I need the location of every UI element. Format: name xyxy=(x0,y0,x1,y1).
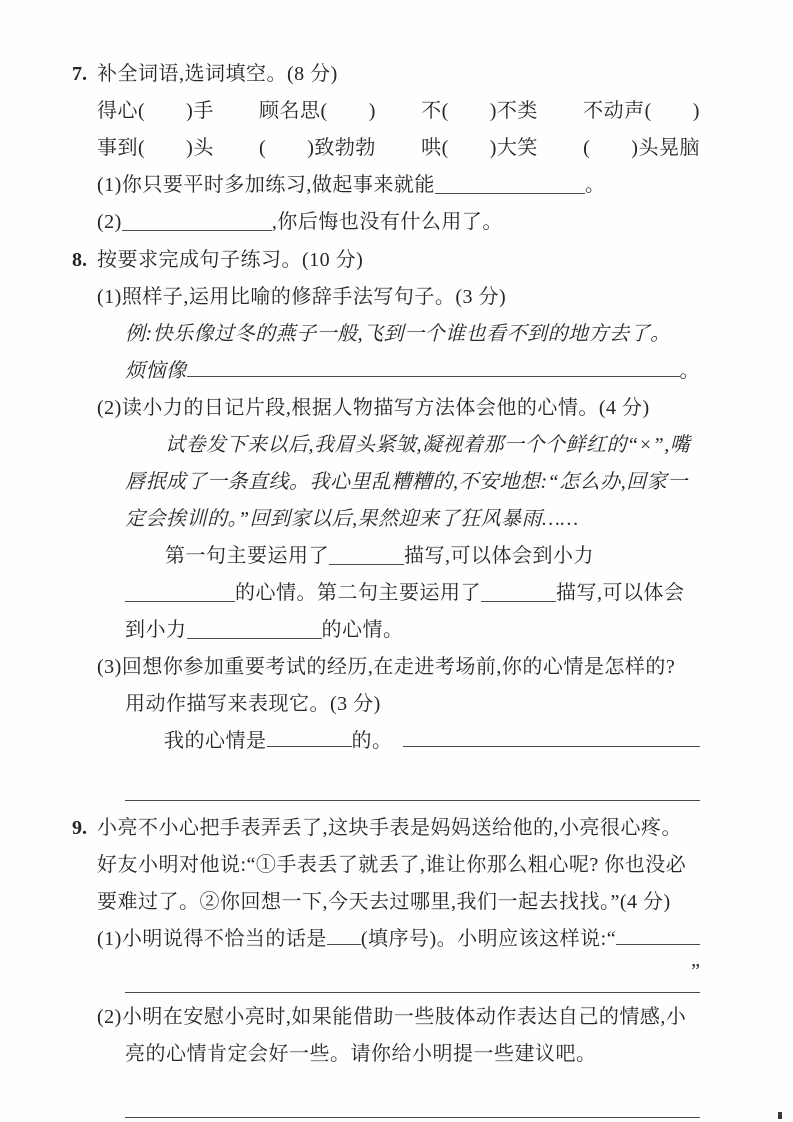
question-7-title: 补全词语,选词填空。(8 分) xyxy=(97,63,338,85)
q8-item-2-label: (2)读小力的日记片段,根据人物描写方法体会他的心情。(4 分) xyxy=(97,397,650,419)
answer-blank[interactable] xyxy=(616,922,700,945)
question-9-stem: 小亮不小心把手表弄丢了,这块手表是妈妈送给他的,小亮很心疼。好友小明对他说:“①手表丢了就丢了,谁让你那么粗心呢? 你也没必要难过了。②你回想一下,今天去过哪里,我们一起去找找。”(4 分) xyxy=(97,817,687,913)
question-9 xyxy=(72,810,700,1122)
q8-item-1-label: (1)照样子,运用比喻的修辞手法写句子。(3 分) xyxy=(97,286,507,308)
q7-item-2 xyxy=(97,204,700,241)
q9-item-1-text: (1)小明说得不恰当的话是 xyxy=(97,928,327,950)
q8-metaphor-line xyxy=(125,353,700,390)
q9-item-1 xyxy=(97,921,700,958)
q8-analysis-text: 的心情。 xyxy=(321,619,404,641)
answer-blank[interactable] xyxy=(329,542,404,565)
q8-answer-prefix: 我的心情是 xyxy=(164,730,267,752)
question-8 xyxy=(72,242,700,809)
answer-line[interactable] xyxy=(125,772,700,801)
question-8-body xyxy=(97,242,700,809)
closing-quote-mark: ” xyxy=(691,960,700,982)
q7-word-item: ( )头晃脑 xyxy=(583,137,700,159)
question-8-number: 8. xyxy=(72,249,87,271)
q8-diary-passage: 试卷发下来以后,我眉头紧皱,凝视着那一个个鲜红的“×”,嘴唇抿成了一条直线。我心里乱糟糟的,不安地想:“怎么办,回家一定会挨训的。”回到家以后,果然迎来了狂风暴雨…… xyxy=(125,434,691,530)
q8-analysis xyxy=(125,538,700,649)
question-9-body xyxy=(97,810,700,1122)
q8-analysis-text: 第一句主要运用了 xyxy=(165,545,329,567)
q7-word-row-1 xyxy=(97,93,700,130)
q7-item-1-period: 。 xyxy=(584,174,606,196)
answer-blank[interactable] xyxy=(125,579,235,602)
q9-item-2: (2)小明在安慰小亮时,如果能借助一些肢体动作表达自己的情感,小亮的心情肯定会好一些。请你给小明提一些建议吧。 xyxy=(97,1006,687,1065)
q8-metaphor-period: 。 xyxy=(679,360,700,382)
q7-item-2-label: (2) xyxy=(97,211,122,233)
answer-blank[interactable] xyxy=(267,724,352,747)
answer-line[interactable] xyxy=(125,1089,700,1118)
question-7-body xyxy=(97,56,700,241)
q7-word-item: 顾名思( ) xyxy=(259,100,376,122)
q7-item-2-text: ,你后悔也没有什么用了。 xyxy=(271,211,503,233)
q7-word-item: ( )致勃勃 xyxy=(259,137,376,159)
q8-example-sentence: 例:快乐像过冬的燕子一般,飞到一个谁也看不到的地方去了。 xyxy=(125,323,671,345)
q8-item-3-label: (3)回想你参加重要考试的经历,在走进考场前,你的心情是怎样的? 用动作描写来表现它。(3 分) xyxy=(97,656,676,715)
q7-word-item: 不动声( ) xyxy=(583,100,700,122)
answer-blank[interactable] xyxy=(435,171,585,194)
question-9-number: 9. xyxy=(72,817,87,839)
answer-blank[interactable] xyxy=(481,579,556,602)
q8-analysis-text: 描写,可以体会到小力 xyxy=(125,582,685,641)
scan-artifact xyxy=(778,1112,782,1119)
answer-blank[interactable] xyxy=(187,354,680,377)
q7-word-item: 得心( )手 xyxy=(97,100,214,122)
question-7 xyxy=(72,56,700,241)
answer-blank[interactable] xyxy=(403,724,701,747)
exam-content xyxy=(72,56,700,1122)
question-7-number: 7. xyxy=(72,63,87,85)
q8-analysis-text: 的心情。第二句主要运用了 xyxy=(235,582,481,604)
q7-word-row-2 xyxy=(97,130,700,167)
q7-word-item: 哄( )大笑 xyxy=(421,137,538,159)
answer-blank[interactable] xyxy=(327,922,361,945)
answer-line-with-quote[interactable] xyxy=(125,958,700,993)
q8-metaphor-prefix: 烦恼像 xyxy=(125,360,187,382)
answer-blank[interactable] xyxy=(187,616,322,639)
q8-item-3-answer-line xyxy=(164,723,700,760)
q7-word-item: 事到( )头 xyxy=(97,137,214,159)
q7-word-item: 不( )不类 xyxy=(421,100,538,122)
q9-item-1-text: (填序号)。小明应该这样说:“ xyxy=(360,928,617,950)
q7-item-1-text: (1)你只要平时多加练习,做起事来就能 xyxy=(97,174,435,196)
answer-blank[interactable] xyxy=(122,208,272,231)
question-8-title: 按要求完成句子练习。(10 分) xyxy=(97,249,364,271)
q7-item-1 xyxy=(97,167,700,204)
q8-analysis-text: 描写,可以体会到小力 xyxy=(404,545,594,567)
q8-answer-mid: 的。 xyxy=(351,730,393,752)
